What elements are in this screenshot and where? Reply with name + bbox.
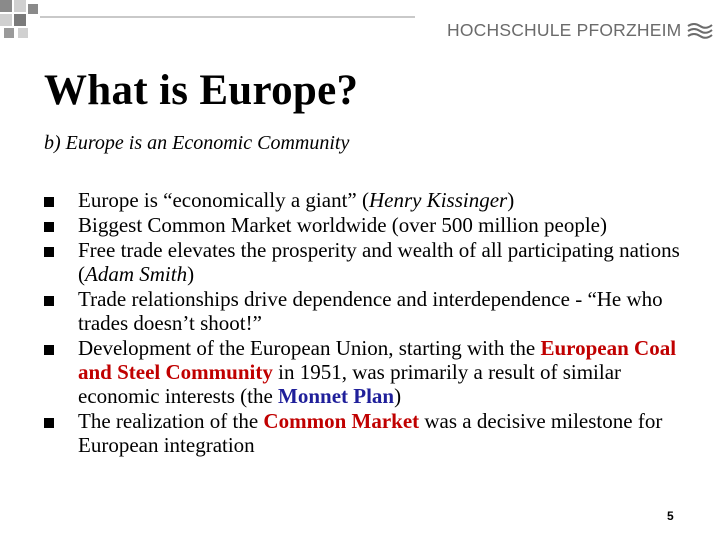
square-decoration — [0, 0, 12, 12]
bullet-square-icon — [44, 197, 54, 207]
bullet-square-icon — [44, 345, 54, 355]
bullet-square-icon — [44, 222, 54, 232]
list-item — [44, 188, 704, 212]
bullet-text: ) — [394, 384, 402, 408]
square-decoration — [18, 28, 28, 38]
square-decoration — [4, 28, 14, 38]
bullet-text: Development of the European Union, starting with the — [78, 336, 541, 360]
bullet-square-icon — [44, 247, 54, 257]
square-decoration — [0, 14, 12, 26]
page-number: 5 — [667, 509, 674, 523]
university-logo — [447, 17, 713, 43]
bullet-text: ) — [507, 188, 515, 212]
bullet-text: Free trade elevates the prosperity and wealth of all participating nations ( — [78, 238, 680, 286]
square-decoration — [14, 0, 26, 12]
list-item — [44, 238, 704, 286]
bullet-text: Trade relationships drive dependence and interdependence - “He who trades doesn’t shoot!” — [78, 287, 663, 335]
highlight-ecsc: European Coal and Steel Community — [78, 336, 677, 384]
bullet-square-icon — [44, 418, 54, 428]
logo-wave-icon — [687, 21, 713, 39]
bullet-citation: Adam Smith — [85, 262, 188, 286]
square-decoration — [14, 14, 26, 26]
logo-text: HOCHSCHULE PFORZHEIM — [447, 19, 682, 40]
slide-title: What is Europe? — [44, 67, 359, 114]
bullet-text: was a decisive milestone for European integration — [78, 409, 663, 457]
list-item — [44, 213, 704, 237]
bullet-text: Europe is “economically a giant” ( — [78, 188, 369, 212]
square-decoration — [28, 4, 38, 14]
bullet-text: The realization of the — [78, 409, 264, 433]
highlight-monnet-plan: Monnet Plan — [278, 384, 395, 408]
bullet-citation: Henry Kissinger — [368, 188, 508, 212]
highlight-common-market: Common Market — [263, 409, 420, 433]
corner-squares-decoration — [0, 0, 40, 40]
slide-subtitle: b) Europe is an Economic Community — [44, 132, 350, 154]
bullet-text: in 1951, was primarily a result of similar economic interests (the — [78, 360, 622, 408]
list-item — [44, 336, 704, 408]
list-item — [44, 287, 704, 335]
bullet-square-icon — [44, 296, 54, 306]
list-item — [44, 409, 704, 457]
header-divider-line — [40, 16, 415, 18]
bullet-text: ) — [187, 262, 195, 286]
bullet-list — [44, 188, 704, 458]
bullet-text: Biggest Common Market worldwide (over 500 million people) — [78, 213, 607, 237]
